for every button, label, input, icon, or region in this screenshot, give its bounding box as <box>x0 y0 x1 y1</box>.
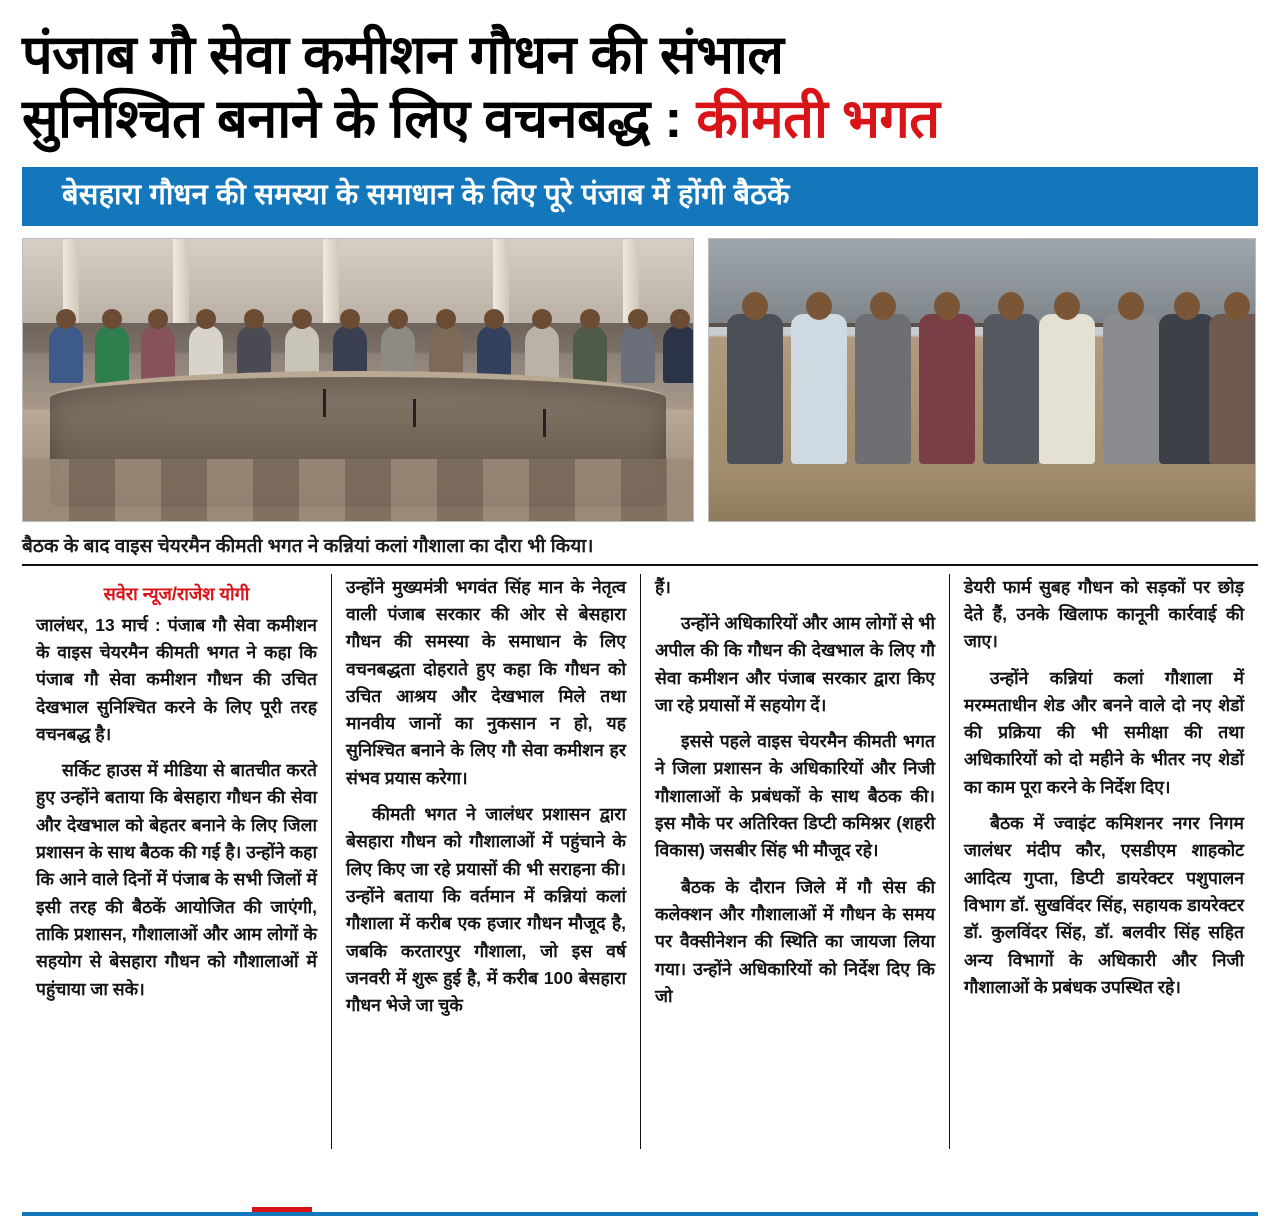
paragraph: हैं। <box>655 576 671 597</box>
headline-highlight: कीमती भगत <box>696 88 940 149</box>
photo-gaushala-visit-image <box>709 239 1255 521</box>
headline-line-2-plain: सुनिश्चित बनाने के लिए वचनबद्ध : <box>22 88 697 149</box>
photo-meeting-hall <box>22 238 694 522</box>
paragraph: उन्होंने कन्नियां कलां गौशाला में मरम्मताधीन शेड और बनने वाले दो नए शेडों की प्रक्रिया की भी समीक्षा की तथा अधिकारियों को दो महीने के भीतर नए शेडों का काम पूरा करने के निर्देश दिए। <box>964 667 1244 797</box>
paragraph: इससे पहले वाइस चेयरमैन कीमती भगत ने जिला प्रशासन के अधिकारियों और निजी गौशालाओं के प्रबंधकों के साथ बैठक की। इस मौके पर अतिरिक्त डिप्टी कमिश्नर (शहरी विकास) जसबीर सिंह भी मौजूद रहे। <box>655 731 935 861</box>
footer-accent-mark <box>252 1207 312 1212</box>
article-column-4 <box>949 574 1258 1149</box>
paragraph: सर्किट हाउस में मीडिया से बातचीत करते हुए उन्होंने बताया कि बेसहारा गौधन की सेवा और देखभाल को बेहतर बनाने के लिए जिला प्रशासन के साथ बैठक की गई है। उन्होंने कहा कि आने वाले दिनों में पंजाब के सभी जिलों में इसी तरह की बैठकें आयोजित की जाएंगी, ताकि प्रशासन, गौशालाओं और आम लोगों के सहयोग से बेसहारा गौधन को गौशालाओं में पहुंचाया जा सके। <box>36 760 317 999</box>
article-column-1 <box>22 574 331 1149</box>
article-column-3 <box>640 574 949 1149</box>
paragraph: बैठक के दौरान जिले में गौ सेस की कलेक्शन और गौशालाओं में गौधन के समय पर वैक्सीनेशन की स्थिति का जायजा लिया गया। उन्होंने अधिकारियों को निर्देश दिए कि जो <box>655 876 935 1006</box>
sub-headline-banner: बेसहारा गौधन की समस्या के समाधान के लिए पूरे पंजाब में होंगी बैठकें <box>22 167 1258 225</box>
photo-caption: बैठक के बाद वाइस चेयरमैन कीमती भगत ने कन्नियां कलां गौशाला का दौरा भी किया। <box>22 532 1258 566</box>
headline-line-2 <box>22 88 1258 152</box>
footer-rule <box>22 1212 1258 1216</box>
paragraph: जालंधर, 13 मार्च : पंजाब गौ सेवा कमीशन के वाइस चेयरमैन कीमती भगत ने कहा कि पंजाब गौ सेवा कमीशन गौधन की उचित देखभाल सुनिश्चित करने के लिए पूरी तरह वचनबद्ध है। <box>36 614 317 744</box>
paragraph: डेयरी फार्म सुबह गौधन को सड़कों पर छोड़ देते हैं, उनके खिलाफ कानूनी कार्रवाई की जाए। <box>964 576 1244 652</box>
photo-row <box>22 238 1258 522</box>
byline: सवेरा न्यूज/राजेश योगी <box>103 583 250 604</box>
headline-line-1: पंजाब गौ सेवा कमीशन गौधन की संभाल <box>22 25 784 85</box>
paragraph: बैठक में ज्वाइंट कमिशनर नगर निगम जालंधर मंदीप कौर, एसडीएम शाहकोट आदित्य गुप्ता, डिप्टी डायरेक्टर पशुपालन विभाग डॉ. सुखविंदर सिंह, सहायक डायरेक्टर डॉ. कुलविंदर सिंह, डॉ. बलवीर सिंह सहित अन्य विभागों के अधिकारी और निजी गौशालाओं के प्रबंधक उपस्थित रहे। <box>964 813 1244 997</box>
article-column-2 <box>331 574 640 1149</box>
page-title <box>22 24 1258 151</box>
paragraph: कीमती भगत ने जालंधर प्रशासन द्वारा बेसहारा गौधन को गौशालाओं में पहुंचाने के लिए किए जा रहे प्रयासों की भी सराहना की। उन्होंने बताया कि वर्तमान में कन्नियां कलां गौशाला में करीब एक हजार गौधन मौजूद है, जबकि करतारपुर गौशाला, जो इस वर्ष जनवरी में शुरू हुई है, में करीब 100 बेसहारा गौधन भेजे जा चुके <box>346 804 626 1016</box>
paragraph: उन्होंने अधिकारियों और आम लोगों से भी अपील की कि गौधन की देखभाल के लिए गौ सेवा कमीशन और पंजाब सरकार द्वारा किए जा रहे प्रयासों में सहयोग दें। <box>655 612 935 715</box>
article-body <box>22 574 1258 1149</box>
photo-meeting-hall-image <box>23 239 693 521</box>
paragraph: उन्होंने मुख्यमंत्री भगवंत सिंह मान के नेतृत्व वाली पंजाब सरकार की ओर से बेसहारा गौधन की समस्या के समाधान के लिए वचनबद्धता दोहराते हुए कहा कि गौधन को उचित आश्रय और देखभाल मिले तथा मानवीय जानों का नुकसान न हो, यह सुनिश्चित बनाने के लिए गौ सेवा कमीशन हर संभव प्रयास करेगा। <box>346 576 626 788</box>
photo-gaushala-visit <box>708 238 1256 522</box>
